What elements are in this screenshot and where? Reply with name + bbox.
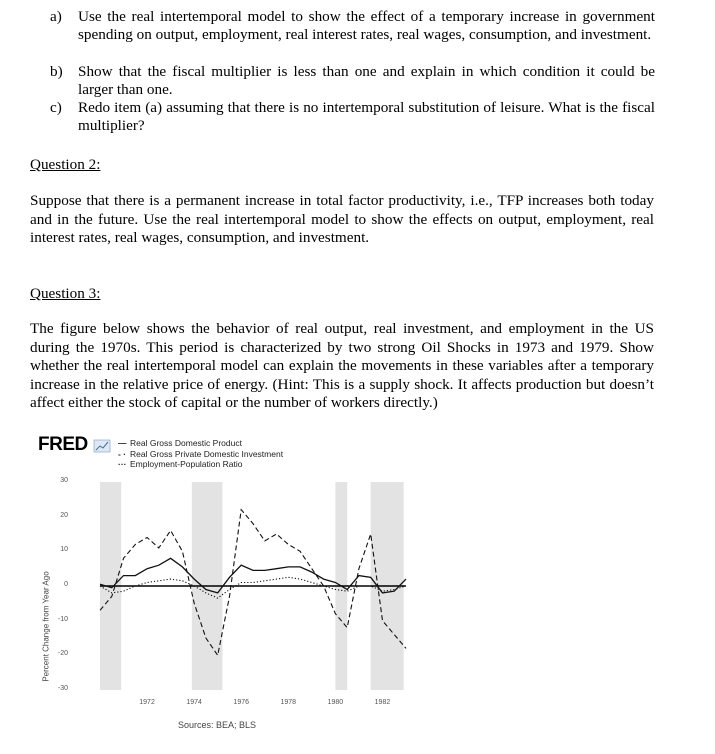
legend-marker: - ·	[118, 448, 127, 459]
item-text: Use the real intertemporal model to show the effect of a temporary increase in government spending on output, employment, real interest rates, real wages, consumption, and investment.	[78, 8, 655, 44]
x-tick-label: 1976	[233, 699, 249, 706]
y-tick-label: 30	[60, 477, 68, 484]
series-line	[100, 558, 406, 593]
x-tick-label: 1974	[186, 699, 202, 706]
series-line	[100, 577, 406, 598]
fred-chart	[30, 432, 420, 736]
y-tick-label: 20	[60, 511, 68, 519]
legend-item-gdp	[118, 438, 283, 449]
chart-svg	[30, 432, 420, 736]
legend-label: Real Gross Private Domestic Investment	[130, 448, 284, 459]
y-tick-label: -10	[57, 615, 68, 623]
y-tick-label: 10	[60, 546, 68, 554]
legend-label: Employment-Population Ratio	[130, 459, 243, 469]
chart-source: Sources: BEA; BLS	[178, 720, 257, 730]
question-2-heading: Question 2:	[30, 156, 101, 173]
question-2-text: Suppose that there is a permanent increase in total factor productivity, i.e., TFP increases both today and in the future. Use the real intertemporal model to show the effects on output, employment, real interest rates, real wages, consumption, and investment.	[30, 192, 654, 246]
item-text: Redo item (a) assuming that there is no intertemporal substitution of leisure. What is the fiscal multiplier?	[78, 99, 655, 135]
legend-item-employment	[118, 459, 283, 470]
y-tick-label: -20	[57, 650, 68, 658]
y-axis-label: Percent Change from Year Ago	[41, 571, 51, 682]
series-line	[100, 510, 406, 656]
x-tick-label: 1980	[327, 699, 344, 706]
chart-legend	[118, 438, 283, 470]
item-label: b)	[50, 63, 63, 80]
x-tick-label: 1978	[280, 699, 297, 706]
q1-item-c	[50, 99, 655, 135]
x-tick-label: 1972	[139, 699, 155, 706]
legend-item-investment	[118, 449, 283, 460]
item-label: c)	[50, 99, 62, 116]
x-tick-label: 1982	[374, 699, 391, 706]
y-tick-label: -30	[57, 685, 68, 692]
item-text: Show that the fiscal multiplier is less than one and explain in which condition it could be larger than one.	[78, 63, 655, 99]
q1-item-b	[50, 63, 655, 99]
legend-marker: ···	[118, 459, 127, 469]
question-3-text: The figure below shows the behavior of real output, real investment, and employment in the US during the 1970s. This period is characterized by two strong Oil Shocks in 1973 and 1979. Show whether the real intertemporal model can explain the movements in these variables after a temporary increase in the relative price of energy. (Hint: This is a supply shock. It affects production but doesn’t affect either the stock of capital or the number of workers directly.)	[30, 320, 654, 411]
legend-label: Real Gross Domestic Product	[130, 438, 242, 448]
item-label: a)	[50, 8, 62, 25]
fred-logo: FRED	[38, 434, 88, 455]
chart-logo-icon	[94, 440, 110, 452]
q1-item-a	[50, 8, 655, 44]
legend-marker: —	[118, 438, 127, 448]
y-tick-label: 0	[64, 581, 68, 588]
question-3-heading: Question 3:	[30, 285, 101, 302]
